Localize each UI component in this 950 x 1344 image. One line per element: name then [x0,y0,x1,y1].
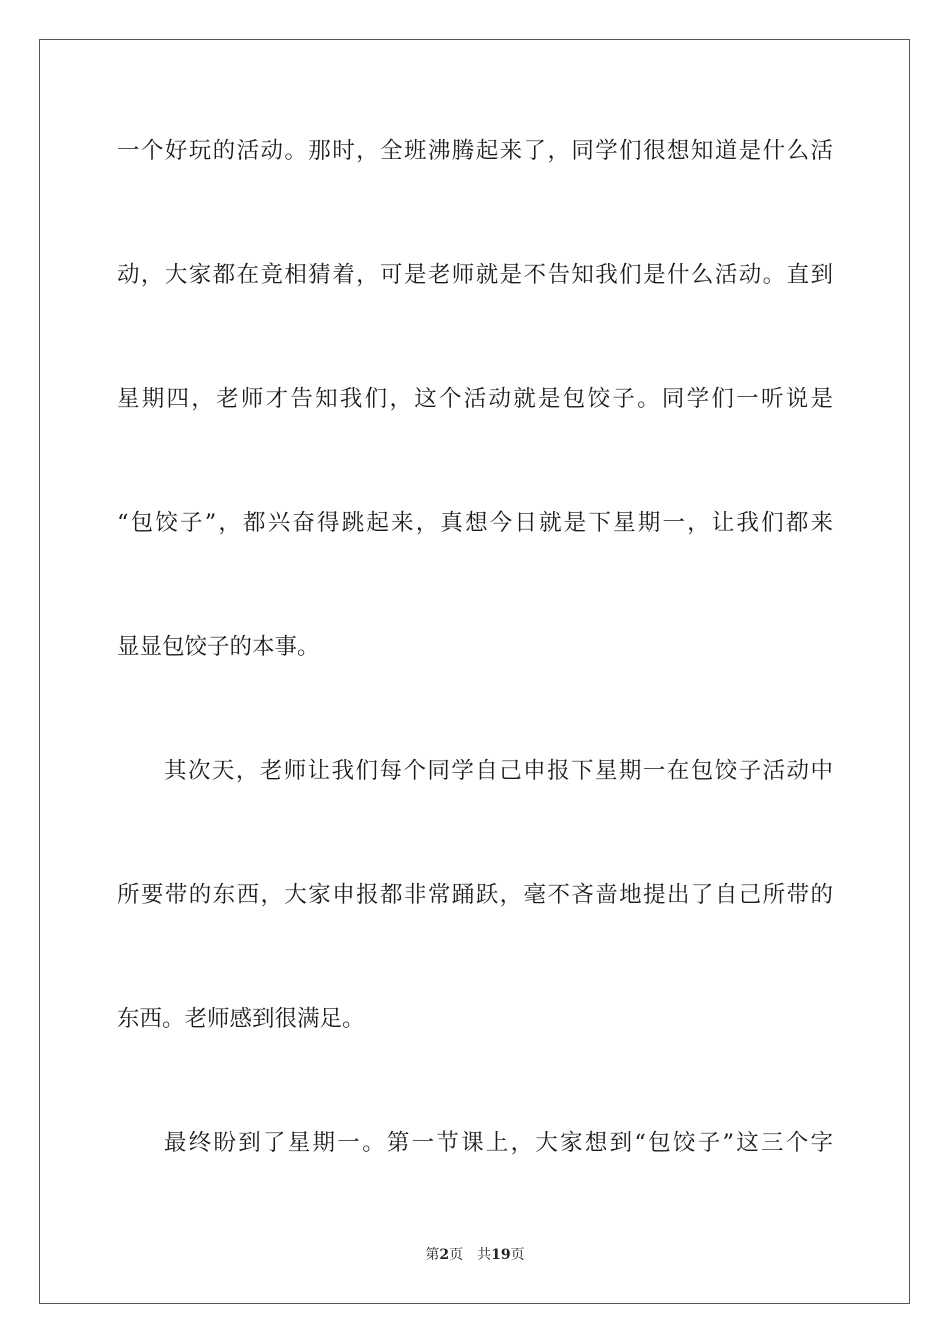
paragraph-line-3: 星期四，老师才告知我们，这个活动就是包饺子。同学们一听说是 [117,386,833,412]
page-footer [0,1245,950,1265]
page-suffix: 页 [449,1247,464,1263]
paragraph-line-5: 显显包饺子的本事。 [117,634,320,660]
paragraph-line-7: 所要带的东西，大家申报都非常踊跃，毫不吝啬地提出了自己所带的 [117,882,833,908]
paragraph-line-9: 最终盼到了星期一。第一节课上，大家想到“包饺子”这三个字 [164,1130,833,1156]
page-border [39,39,910,1304]
paragraph-line-2: 动，大家都在竟相猜着，可是老师就是不告知我们是什么活动。直到 [117,262,833,288]
paragraph-line-4: “包饺子”，都兴奋得跳起来，真想今日就是下星期一，让我们都来 [117,510,833,536]
page-number: 2 [439,1247,450,1263]
paragraph-line-6: 其次天，老师让我们每个同学自己申报下星期一在包饺子活动中 [164,758,833,784]
total-pages: 19 [491,1247,511,1263]
total-prefix: 共 [477,1247,492,1263]
paragraph-line-1: 一个好玩的活动。那时，全班沸腾起来了，同学们很想知道是什么活 [117,138,833,164]
total-suffix: 页 [510,1247,525,1263]
paragraph-line-8: 东西。老师感到很满足。 [117,1006,365,1032]
page-prefix: 第 [425,1247,440,1263]
